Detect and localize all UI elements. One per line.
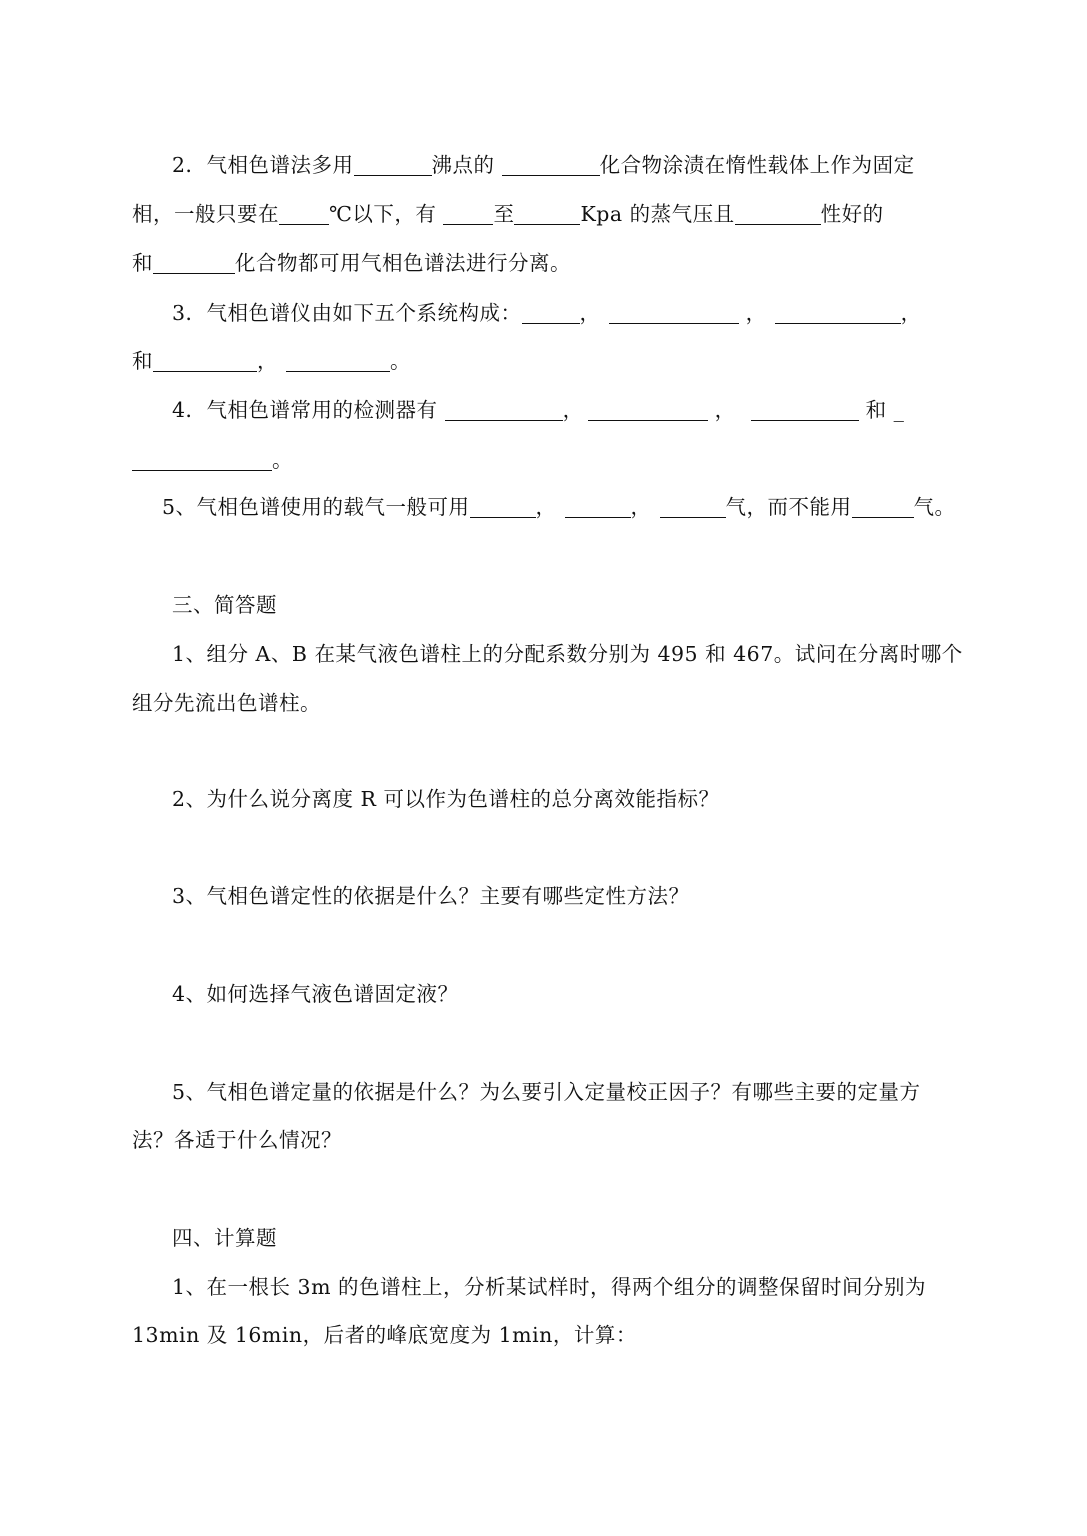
fill-in-q3-line2 (132, 346, 962, 376)
answer-blank[interactable] (470, 495, 536, 518)
short-answer-q4: 4、如何选择气液色谱固定液？ (172, 982, 459, 1006)
answer-blank[interactable] (514, 202, 580, 225)
fill-in-q4-line2 (132, 445, 962, 475)
calculation-q1-line2: 13min 及 16min，后者的峰底宽度为 1min，计算： (132, 1323, 637, 1347)
answer-blank[interactable] (852, 495, 914, 518)
text: 气。 (913, 495, 956, 519)
answer-blank[interactable] (609, 301, 739, 324)
fill-in-q4-line1 (172, 395, 962, 425)
text: ， (707, 398, 743, 422)
text: 气，而不能用 (725, 495, 852, 519)
answer-blank[interactable] (286, 349, 390, 372)
section-heading-calculation: 四、计算题 (172, 1226, 277, 1250)
answer-blank[interactable] (775, 301, 901, 324)
short-answer-q3: 3、气相色谱定性的依据是什么？主要有哪些定性方法？ (172, 884, 690, 908)
fill-in-q3-line1 (172, 298, 962, 328)
short-answer-q5-line2: 法？各适于什么情况？ (132, 1128, 342, 1152)
answer-blank[interactable] (751, 398, 859, 421)
answer-blank[interactable] (502, 153, 600, 176)
answer-blank[interactable] (443, 202, 493, 225)
answer-blank[interactable] (153, 349, 257, 372)
text: 2．气相色谱法多用 (172, 153, 354, 177)
text: 。 (272, 448, 293, 472)
text: ， (257, 349, 278, 373)
answer-blank[interactable] (660, 495, 726, 518)
fill-in-q2-line2 (132, 199, 962, 229)
answer-blank[interactable] (445, 398, 563, 421)
text: ， (900, 301, 922, 325)
answer-blank[interactable] (588, 398, 708, 421)
answer-blank[interactable] (153, 251, 235, 274)
text: 相，一般只要在 (132, 202, 279, 226)
answer-blank[interactable] (354, 153, 432, 176)
text: 。 (390, 349, 411, 373)
text: ， (630, 495, 652, 519)
answer-blank[interactable] (279, 202, 329, 225)
short-answer-q1-line2: 组分先流出色谱柱。 (132, 691, 321, 715)
text: ， (535, 495, 557, 519)
text: ℃以下，有 (329, 202, 444, 226)
short-answer-q5-line1: 5、气相色谱定量的依据是什么？为么要引入定量校正因子？有哪些主要的定量方 (172, 1080, 921, 1104)
fill-in-q2-line1 (172, 150, 962, 180)
text: 和 (132, 349, 153, 373)
text: 4．气相色谱常用的检测器有 (172, 398, 445, 422)
text: 性好的 (820, 202, 884, 226)
answer-blank[interactable] (132, 448, 272, 471)
answer-blank[interactable] (735, 202, 821, 225)
fill-in-q5 (162, 492, 962, 522)
text: ， (738, 301, 767, 325)
answer-blank[interactable] (565, 495, 631, 518)
short-answer-q1-line1: 1、组分 A、B 在某气液色谱柱上的分配系数分别为 495 和 467。试问在分离时哪个 (172, 642, 963, 666)
text: Kpa 的蒸气压且 (580, 202, 735, 226)
calculation-q1-line1: 1、在一根长 3m 的色谱柱上，分析某试样时，得两个组分的调整保留时间分别为 (172, 1275, 927, 1299)
text: 化合物都可用气相色谱法进行分离。 (235, 251, 571, 275)
section-heading-short-answer: 三、简答题 (172, 593, 277, 617)
text: ， (579, 301, 601, 325)
text: 化合物涂渍在惰性载体上作为固定 (599, 153, 915, 177)
text: 和 (132, 251, 153, 275)
text: 3．气相色谱仪由如下五个系统构成： (172, 301, 522, 325)
text: ， (562, 398, 584, 422)
text: 5、气相色谱使用的载气一般可用 (162, 495, 470, 519)
fill-in-q2-line3 (132, 248, 962, 278)
short-answer-q2: 2、为什么说分离度 R 可以作为色谱柱的总分离效能指标？ (172, 787, 720, 811)
text: 至 (493, 202, 515, 226)
answer-blank[interactable] (522, 301, 580, 324)
text: 沸点的 (431, 153, 502, 177)
text: 和 _ (858, 398, 905, 422)
